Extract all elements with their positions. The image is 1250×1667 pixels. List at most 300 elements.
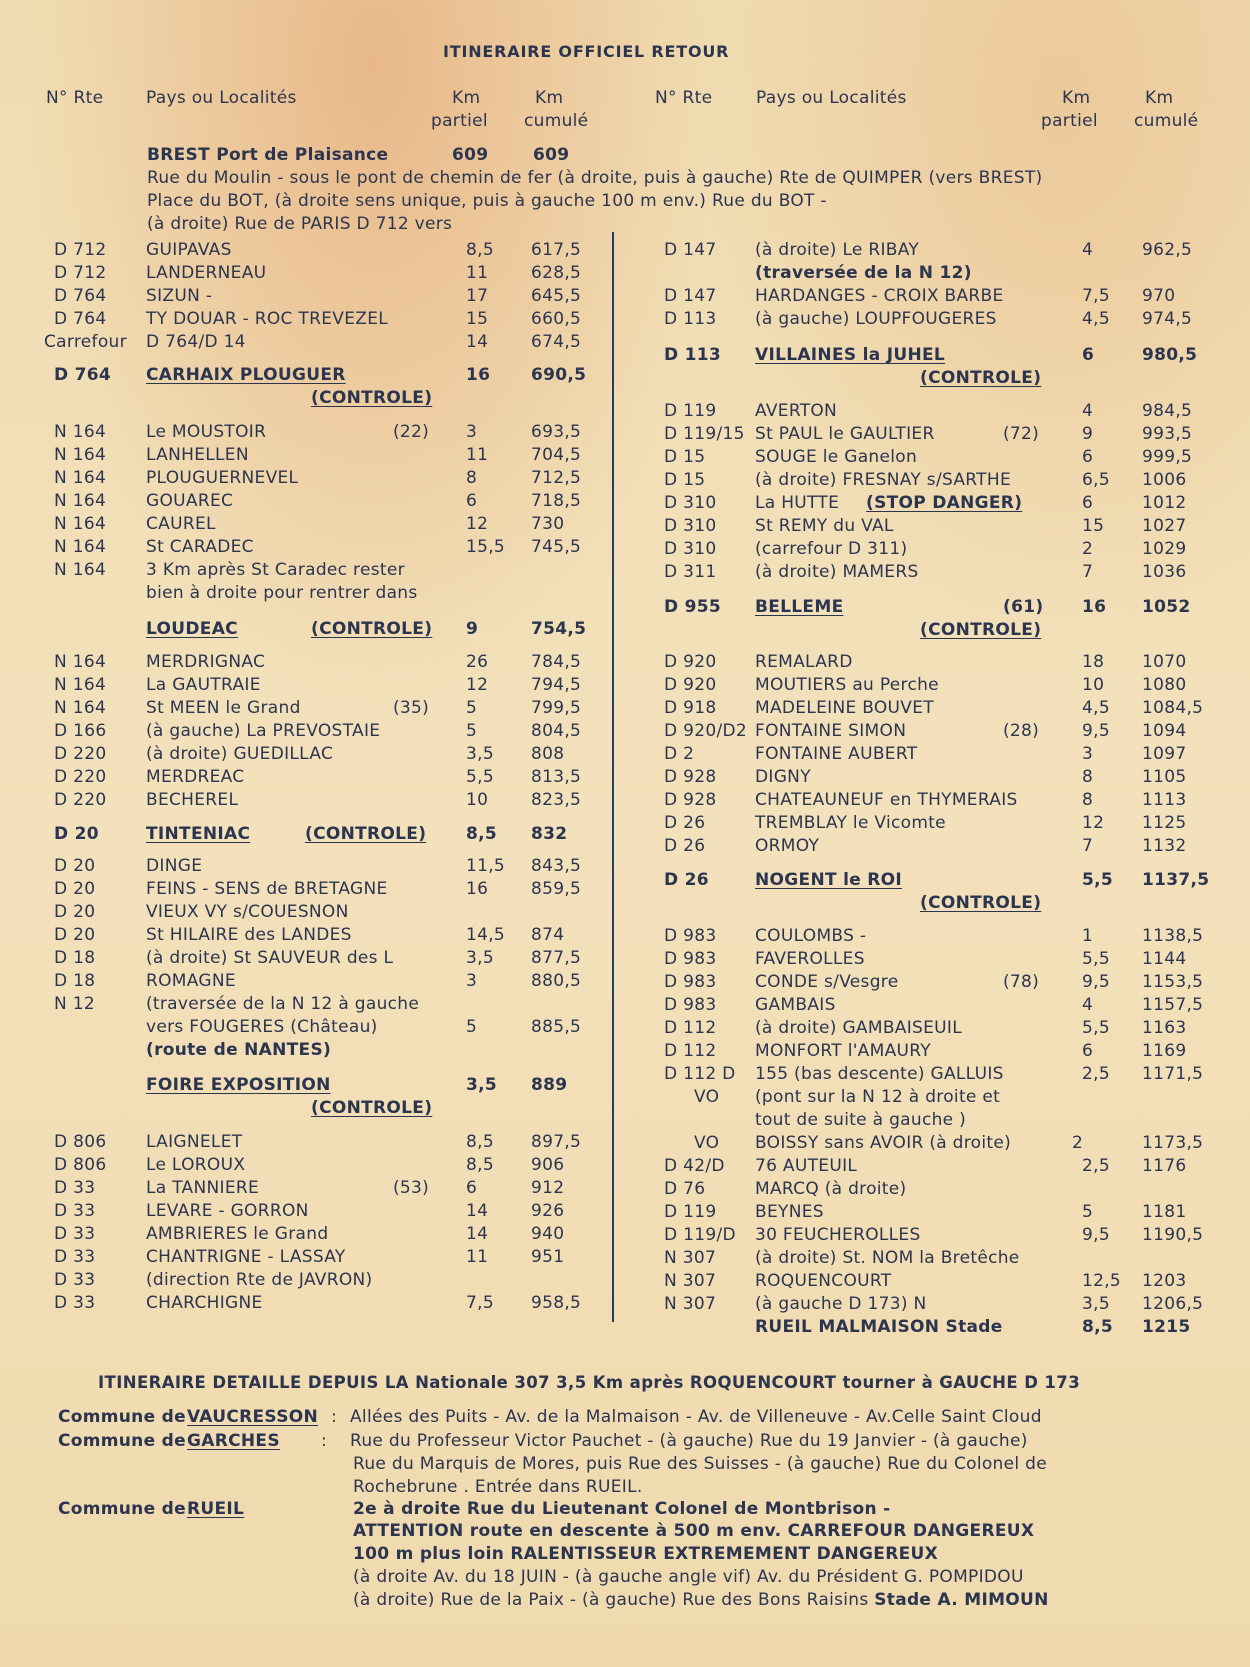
km-cumule: 912 bbox=[531, 1178, 565, 1198]
km-partiel: 8,5 bbox=[466, 240, 494, 260]
km-cumule: 843,5 bbox=[531, 856, 582, 876]
km-partiel: 5 bbox=[1082, 1202, 1094, 1222]
km-cumule: 1006 bbox=[1142, 470, 1187, 490]
route-number: N 164 bbox=[54, 445, 107, 465]
column-divider bbox=[612, 232, 614, 1322]
km-cumule: 745,5 bbox=[531, 537, 582, 557]
place-name: VILLAINES la JUHEL bbox=[755, 345, 946, 365]
place-name: PLOUGUERNEVEL bbox=[146, 468, 299, 488]
km-partiel: 4 bbox=[1082, 401, 1094, 421]
route-number: D 806 bbox=[54, 1132, 107, 1152]
place-name: AVERTON bbox=[755, 401, 838, 421]
route-number: D 806 bbox=[54, 1155, 107, 1175]
km-partiel: 5,5 bbox=[466, 767, 494, 787]
start-partiel: 609 bbox=[452, 145, 489, 165]
commune-vaucresson: VAUCRESSON bbox=[187, 1407, 319, 1427]
header-km: Km bbox=[1062, 88, 1091, 108]
route-number: D 26 bbox=[664, 813, 706, 833]
vaucresson-text: Allées des Puits - Av. de la Malmaison - Av. de Villeneuve - Av.Celle Saint Cloud bbox=[350, 1407, 1042, 1427]
km-cumule: 877,5 bbox=[531, 948, 582, 968]
km-partiel: 5 bbox=[466, 721, 478, 741]
km-cumule: 897,5 bbox=[531, 1132, 582, 1152]
rueil-text: 2e à droite Rue du Lieutenant Colonel de Montbrison - bbox=[353, 1499, 891, 1519]
km-cumule: 808 bbox=[531, 744, 565, 764]
route-number: D 33 bbox=[54, 1293, 96, 1313]
place-name: GAMBAIS bbox=[755, 995, 836, 1015]
km-partiel: 9 bbox=[466, 619, 479, 639]
km-cumule: 690,5 bbox=[531, 365, 587, 385]
place-name: NOGENT le ROI bbox=[755, 870, 903, 890]
route-number: D 113 bbox=[664, 309, 717, 329]
place-name: RUEIL MALMAISON Stade bbox=[755, 1317, 1003, 1337]
km-partiel: 16 bbox=[1082, 597, 1107, 617]
km-partiel: 2 bbox=[1072, 1133, 1084, 1153]
km-cumule: 1036 bbox=[1142, 562, 1187, 582]
route-number: N 164 bbox=[54, 468, 107, 488]
km-partiel: 6 bbox=[466, 491, 478, 511]
km-cumule: 754,5 bbox=[531, 619, 587, 639]
km-cumule: 885,5 bbox=[531, 1017, 582, 1037]
place-name: SIZUN - bbox=[146, 286, 213, 306]
garches-text: Rue du Professeur Victor Pauchet - (à gauche) Rue du 19 Janvier - (à gauche) bbox=[350, 1431, 1028, 1451]
km-partiel: 7 bbox=[1082, 836, 1094, 856]
commune-colon: : bbox=[331, 1407, 338, 1427]
km-cumule: 1138,5 bbox=[1142, 926, 1204, 946]
km-partiel: 8,5 bbox=[466, 1132, 494, 1152]
place-name: MOUTIERS au Perche bbox=[755, 675, 939, 695]
km-cumule: 730 bbox=[531, 514, 565, 534]
km-cumule: 880,5 bbox=[531, 971, 582, 991]
route-number: D 119/D bbox=[664, 1225, 736, 1245]
km-partiel: 3,5 bbox=[466, 1075, 498, 1095]
place-name: ORMOY bbox=[755, 836, 820, 856]
km-partiel: 6 bbox=[1082, 447, 1094, 467]
place-name: CAUREL bbox=[146, 514, 216, 534]
place-name: (à gauche) LOUPFOUGERES bbox=[755, 309, 997, 329]
km-cumule: 993,5 bbox=[1142, 424, 1193, 444]
place-name: LEVARE - GORRON bbox=[146, 1201, 309, 1221]
route-number: D 147 bbox=[664, 240, 717, 260]
km-cumule: 874 bbox=[531, 925, 565, 945]
place-name: MERDREAC bbox=[146, 767, 245, 787]
place-name: FOIRE EXPOSITION bbox=[146, 1075, 331, 1095]
place-note: (traversée de la N 12) bbox=[755, 263, 972, 283]
place-name: (à gauche D 173) N bbox=[755, 1294, 927, 1314]
km-cumule: 970 bbox=[1142, 286, 1176, 306]
place-name: CHANTRIGNE - LASSAY bbox=[146, 1247, 346, 1267]
department-code: (35) bbox=[393, 698, 430, 718]
km-partiel: 6,5 bbox=[1082, 470, 1110, 490]
km-cumule: 1157,5 bbox=[1142, 995, 1204, 1015]
km-partiel: 3,5 bbox=[466, 948, 494, 968]
km-partiel: 8,5 bbox=[466, 1155, 494, 1175]
place-name: MADELEINE BOUVET bbox=[755, 698, 934, 718]
route-number: D 20 bbox=[54, 879, 96, 899]
place-name: (à droite) MAMERS bbox=[755, 562, 919, 582]
route-number: D 20 bbox=[54, 925, 96, 945]
km-cumule: 832 bbox=[531, 824, 568, 844]
route-number: D 928 bbox=[664, 767, 717, 787]
km-cumule: 628,5 bbox=[531, 263, 582, 283]
km-partiel: 15 bbox=[466, 309, 489, 329]
km-partiel: 2,5 bbox=[1082, 1064, 1110, 1084]
km-cumule: 794,5 bbox=[531, 675, 582, 695]
km-partiel: 9 bbox=[1082, 424, 1094, 444]
km-cumule: 784,5 bbox=[531, 652, 582, 672]
place-name: (à droite) GAMBAISEUIL bbox=[755, 1018, 962, 1038]
route-number: D 42/D bbox=[664, 1156, 725, 1176]
stade-name: Stade A. MIMOUN bbox=[874, 1590, 1049, 1610]
department-code: (28) bbox=[1003, 721, 1040, 741]
place-name: La TANNIERE bbox=[146, 1178, 260, 1198]
commune-label: Commune de bbox=[58, 1407, 186, 1427]
route-number: N 164 bbox=[54, 560, 107, 580]
route-number: N 307 bbox=[664, 1294, 717, 1314]
km-cumule: 1125 bbox=[1142, 813, 1187, 833]
place-name: ROMAGNE bbox=[146, 971, 236, 991]
garches-text: Rue du Marquis de Mores, puis Rue des Suisses - (à gauche) Rue du Colonel de bbox=[353, 1454, 1047, 1474]
place-name: FONTAINE AUBERT bbox=[755, 744, 918, 764]
place-name: CHATEAUNEUF en THYMERAIS bbox=[755, 790, 1018, 810]
place-name: CARHAIX PLOUGUER bbox=[146, 365, 346, 385]
place-name: BECHEREL bbox=[146, 790, 239, 810]
km-cumule: 1176 bbox=[1142, 1156, 1187, 1176]
rueil-text: ATTENTION route en descente à 500 m env. CARREFOUR DANGEREUX bbox=[353, 1521, 1035, 1541]
place-name: (carrefour D 311) bbox=[755, 539, 908, 559]
route-number: D 33 bbox=[54, 1270, 96, 1290]
km-partiel: 6 bbox=[1082, 345, 1095, 365]
km-cumule: 906 bbox=[531, 1155, 565, 1175]
km-partiel: 12 bbox=[466, 675, 489, 695]
page-title: ITINERAIRE OFFICIEL RETOUR bbox=[443, 42, 730, 61]
header-places: Pays ou Localités bbox=[756, 88, 907, 108]
km-cumule: 1203 bbox=[1142, 1271, 1187, 1291]
route-number: D 20 bbox=[54, 856, 96, 876]
control-checkpoint: (CONTROLE) bbox=[920, 893, 1042, 913]
place-name: St PAUL le GAULTIER bbox=[755, 424, 935, 444]
km-partiel: 17 bbox=[466, 286, 489, 306]
route-number: N 307 bbox=[664, 1271, 717, 1291]
place-name: CONDE s/Vesgre bbox=[755, 972, 899, 992]
place-name: St MEEN le Grand bbox=[146, 698, 301, 718]
place-name: LAIGNELET bbox=[146, 1132, 243, 1152]
control-checkpoint: (CONTROLE) bbox=[305, 824, 427, 844]
commune-label: Commune de bbox=[58, 1431, 186, 1451]
route-number: D 26 bbox=[664, 870, 709, 890]
route-number: D 920 bbox=[664, 675, 717, 695]
header-km: Km bbox=[1145, 88, 1174, 108]
route-number: D 220 bbox=[54, 744, 107, 764]
place-name: ROQUENCOURT bbox=[755, 1271, 892, 1291]
km-cumule: 1137,5 bbox=[1142, 870, 1210, 890]
place-name: FAVEROLLES bbox=[755, 949, 865, 969]
place-name: CHARCHIGNE bbox=[146, 1293, 263, 1313]
intro-line: Rue du Moulin - sous le pont de chemin de fer (à droite, puis à gauche) Rte de QUIMPER (vers BREST) bbox=[147, 168, 1043, 188]
place-name: 30 FEUCHEROLLES bbox=[755, 1225, 921, 1245]
place-name: Le MOUSTOIR bbox=[146, 422, 267, 442]
route-number: D 26 bbox=[664, 836, 706, 856]
place-name: LANHELLEN bbox=[146, 445, 249, 465]
km-partiel: 11 bbox=[466, 263, 489, 283]
km-cumule: 674,5 bbox=[531, 332, 582, 352]
rueil-text bbox=[353, 1590, 1049, 1610]
km-partiel: 7 bbox=[1082, 562, 1094, 582]
route-number: D 920/D2 bbox=[664, 721, 747, 741]
route-number: D 764 bbox=[54, 286, 107, 306]
header-route: N° Rte bbox=[655, 88, 713, 108]
km-cumule: 1070 bbox=[1142, 652, 1187, 672]
start-cumule: 609 bbox=[533, 145, 570, 165]
km-partiel: 2,5 bbox=[1082, 1156, 1110, 1176]
km-cumule: 940 bbox=[531, 1224, 565, 1244]
route-number: D 764 bbox=[54, 309, 107, 329]
route-number: Carrefour bbox=[44, 332, 127, 352]
place-name: MONFORT l'AMAURY bbox=[755, 1041, 931, 1061]
department-code: (22) bbox=[393, 422, 430, 442]
km-cumule: 999,5 bbox=[1142, 447, 1193, 467]
km-cumule: 804,5 bbox=[531, 721, 582, 741]
place-name: TREMBLAY le Vicomte bbox=[755, 813, 946, 833]
route-number: D 119 bbox=[664, 1202, 717, 1222]
km-partiel: 15,5 bbox=[466, 537, 506, 557]
km-partiel: 9,5 bbox=[1082, 1225, 1110, 1245]
km-partiel: 2 bbox=[1082, 539, 1094, 559]
place-note: vers FOUGERES (Château) bbox=[146, 1017, 378, 1037]
km-cumule: 1027 bbox=[1142, 516, 1187, 536]
km-partiel: 10 bbox=[1082, 675, 1105, 695]
place-name: MERDRIGNAC bbox=[146, 652, 266, 672]
place-name: (à droite) St SAUVEUR des L bbox=[146, 948, 394, 968]
place-name: DINGE bbox=[146, 856, 203, 876]
route-number: D 113 bbox=[664, 345, 722, 365]
route-number: D 983 bbox=[664, 972, 717, 992]
place-name: REMALARD bbox=[755, 652, 853, 672]
route-number: D 15 bbox=[664, 470, 706, 490]
km-cumule: 1215 bbox=[1142, 1317, 1191, 1337]
km-partiel: 9,5 bbox=[1082, 972, 1110, 992]
place-name: La HUTTE bbox=[755, 493, 840, 513]
commune-rueil: RUEIL bbox=[187, 1499, 245, 1519]
route-number: N 164 bbox=[54, 698, 107, 718]
place-name: LOUDEAC bbox=[146, 619, 238, 639]
km-partiel: 3 bbox=[466, 971, 478, 991]
route-number: D 33 bbox=[54, 1201, 96, 1221]
km-partiel: 5,5 bbox=[1082, 870, 1114, 890]
route-number: D 712 bbox=[54, 263, 107, 283]
route-number: D 112 bbox=[664, 1041, 717, 1061]
km-cumule: 859,5 bbox=[531, 879, 582, 899]
route-number: VO bbox=[694, 1133, 720, 1153]
km-cumule: 984,5 bbox=[1142, 401, 1193, 421]
km-cumule: 813,5 bbox=[531, 767, 582, 787]
route-number: D 310 bbox=[664, 539, 717, 559]
commune-label: Commune de bbox=[58, 1499, 186, 1519]
km-partiel: 16 bbox=[466, 879, 489, 899]
header-partiel: partiel bbox=[431, 111, 488, 131]
km-cumule: 693,5 bbox=[531, 422, 582, 442]
route-number: D 220 bbox=[54, 790, 107, 810]
km-partiel: 3,5 bbox=[466, 744, 494, 764]
route-number: D 920 bbox=[664, 652, 717, 672]
km-partiel: 12 bbox=[1082, 813, 1105, 833]
km-cumule: 889 bbox=[531, 1075, 568, 1095]
route-number: N 164 bbox=[54, 537, 107, 557]
route-number: D 764 bbox=[54, 365, 112, 385]
km-partiel: 11 bbox=[466, 445, 489, 465]
place-name: GUIPAVAS bbox=[146, 240, 232, 260]
route-number: D 18 bbox=[54, 971, 96, 991]
route-number: N 164 bbox=[54, 652, 107, 672]
km-partiel: 5,5 bbox=[1082, 1018, 1110, 1038]
route-number: D 955 bbox=[664, 597, 722, 617]
km-cumule: 645,5 bbox=[531, 286, 582, 306]
km-partiel: 14 bbox=[466, 1201, 489, 1221]
place-name: TINTENIAC bbox=[146, 824, 251, 844]
km-partiel: 9,5 bbox=[1082, 721, 1110, 741]
route-number: D 147 bbox=[664, 286, 717, 306]
km-partiel: 5,5 bbox=[1082, 949, 1110, 969]
km-cumule: 799,5 bbox=[531, 698, 582, 718]
route-number: N 307 bbox=[664, 1248, 717, 1268]
place-name: 3 Km après St Caradec rester bbox=[146, 560, 405, 580]
place-name: La GAUTRAIE bbox=[146, 675, 261, 695]
route-number: D 712 bbox=[54, 240, 107, 260]
place-name: St CARADEC bbox=[146, 537, 254, 557]
place-name: LANDERNEAU bbox=[146, 263, 267, 283]
place-name: TY DOUAR - ROC TREVEZEL bbox=[146, 309, 389, 329]
km-cumule: 1097 bbox=[1142, 744, 1187, 764]
department-code: (61) bbox=[1003, 597, 1044, 617]
km-partiel: 1 bbox=[1082, 926, 1094, 946]
route-number: D 2 bbox=[664, 744, 695, 764]
km-partiel: 8 bbox=[1082, 767, 1094, 787]
route-number: D 983 bbox=[664, 926, 717, 946]
km-cumule: 962,5 bbox=[1142, 240, 1193, 260]
place-name: (pont sur la N 12 à droite et bbox=[755, 1087, 1001, 1107]
place-name: (à droite) Le RIBAY bbox=[755, 240, 920, 260]
place-name: D 764/D 14 bbox=[146, 332, 246, 352]
km-partiel: 4,5 bbox=[1082, 698, 1110, 718]
km-cumule: 718,5 bbox=[531, 491, 582, 511]
route-number: VO bbox=[694, 1087, 720, 1107]
km-partiel: 5 bbox=[466, 698, 478, 718]
km-partiel: 3 bbox=[1082, 744, 1094, 764]
km-partiel: 3 bbox=[466, 422, 478, 442]
km-partiel: 26 bbox=[466, 652, 489, 672]
place-name: MARCQ (à droite) bbox=[755, 1179, 907, 1199]
commune-garches: GARCHES bbox=[187, 1431, 280, 1451]
km-partiel: 14 bbox=[466, 332, 489, 352]
header-partiel: partiel bbox=[1041, 111, 1098, 131]
route-number: D 119 bbox=[664, 401, 717, 421]
km-cumule: 712,5 bbox=[531, 468, 582, 488]
km-partiel: 15 bbox=[1082, 516, 1105, 536]
km-partiel: 7,5 bbox=[1082, 286, 1110, 306]
km-partiel: 4 bbox=[1082, 995, 1094, 1015]
route-number: D 112 D bbox=[664, 1064, 736, 1084]
km-cumule: 1144 bbox=[1142, 949, 1187, 969]
route-number: D 220 bbox=[54, 767, 107, 787]
rueil-text: (à droite Av. du 18 JUIN - (à gauche angle vif) Av. du Président G. POMPIDOU bbox=[353, 1567, 1024, 1587]
header-cumule: cumulé bbox=[524, 111, 589, 131]
department-code: (78) bbox=[1003, 972, 1040, 992]
km-partiel: 8 bbox=[466, 468, 478, 488]
km-partiel: 4 bbox=[1082, 240, 1094, 260]
km-cumule: 1132 bbox=[1142, 836, 1187, 856]
km-partiel: 6 bbox=[1082, 493, 1094, 513]
route-number: D 33 bbox=[54, 1247, 96, 1267]
km-partiel: 4,5 bbox=[1082, 309, 1110, 329]
control-checkpoint: (CONTROLE) bbox=[920, 620, 1042, 640]
commune-colon: : bbox=[321, 1431, 328, 1451]
km-partiel: 11,5 bbox=[466, 856, 506, 876]
km-cumule: 1171,5 bbox=[1142, 1064, 1204, 1084]
km-cumule: 1094 bbox=[1142, 721, 1187, 741]
km-partiel: 7,5 bbox=[466, 1293, 494, 1313]
place-name: St REMY du VAL bbox=[755, 516, 894, 536]
km-cumule: 1190,5 bbox=[1142, 1225, 1204, 1245]
place-name: HARDANGES - CROIX BARBE bbox=[755, 286, 1004, 306]
department-code: (72) bbox=[1003, 424, 1040, 444]
header-route: N° Rte bbox=[46, 88, 104, 108]
place-name: GOUAREC bbox=[146, 491, 234, 511]
km-cumule: 1084,5 bbox=[1142, 698, 1204, 718]
header-km: Km bbox=[452, 88, 481, 108]
km-partiel: 12,5 bbox=[1082, 1271, 1122, 1291]
place-name: 76 AUTEUIL bbox=[755, 1156, 858, 1176]
route-number: N 164 bbox=[54, 491, 107, 511]
detail-title: ITINERAIRE DETAILLE DEPUIS LA Nationale 307 3,5 Km après ROQUENCOURT tourner à GAUCHE D 173 bbox=[98, 1373, 1081, 1392]
route-number: D 918 bbox=[664, 698, 717, 718]
km-partiel: 10 bbox=[466, 790, 489, 810]
km-cumule: 958,5 bbox=[531, 1293, 582, 1313]
route-number: D 112 bbox=[664, 1018, 717, 1038]
km-cumule: 1206,5 bbox=[1142, 1294, 1204, 1314]
intro-line: Place du BOT, (à droite sens unique, puis à gauche 100 m env.) Rue du BOT - bbox=[147, 191, 827, 211]
place-note: bien à droite pour rentrer dans bbox=[146, 583, 418, 603]
km-cumule: 1169 bbox=[1142, 1041, 1187, 1061]
km-cumule: 617,5 bbox=[531, 240, 582, 260]
control-checkpoint: (CONTROLE) bbox=[311, 1098, 433, 1118]
garches-text: Rochebrune . Entrée dans RUEIL. bbox=[353, 1477, 643, 1497]
control-checkpoint: (CONTROLE) bbox=[311, 619, 433, 639]
route-number: D 18 bbox=[54, 948, 96, 968]
route-number: D 928 bbox=[664, 790, 717, 810]
route-number: D 119/15 bbox=[664, 424, 745, 444]
place-note: (route de NANTES) bbox=[146, 1040, 332, 1060]
km-partiel: 11 bbox=[466, 1247, 489, 1267]
km-cumule: 1153,5 bbox=[1142, 972, 1204, 992]
intro-line: (à droite) Rue de PARIS D 712 vers bbox=[147, 214, 453, 234]
km-cumule: 980,5 bbox=[1142, 345, 1198, 365]
place-name: BOISSY sans AVOIR (à droite) bbox=[755, 1133, 1012, 1153]
km-partiel: 14,5 bbox=[466, 925, 506, 945]
route-number: D 983 bbox=[664, 949, 717, 969]
route-number: D 15 bbox=[664, 447, 706, 467]
km-partiel: 8,5 bbox=[1082, 1317, 1114, 1337]
place-name: (à gauche) La PREVOSTAIE bbox=[146, 721, 381, 741]
control-checkpoint: (CONTROLE) bbox=[920, 368, 1042, 388]
km-partiel: 18 bbox=[1082, 652, 1105, 672]
route-number: N 12 bbox=[54, 994, 95, 1014]
place-note: tout de suite à gauche ) bbox=[755, 1110, 967, 1130]
route-number: N 164 bbox=[54, 675, 107, 695]
route-number: D 20 bbox=[54, 902, 96, 922]
km-cumule: 1181 bbox=[1142, 1202, 1187, 1222]
km-cumule: 1012 bbox=[1142, 493, 1187, 513]
route-number: D 983 bbox=[664, 995, 717, 1015]
warning-label: (STOP DANGER) bbox=[866, 493, 1023, 513]
